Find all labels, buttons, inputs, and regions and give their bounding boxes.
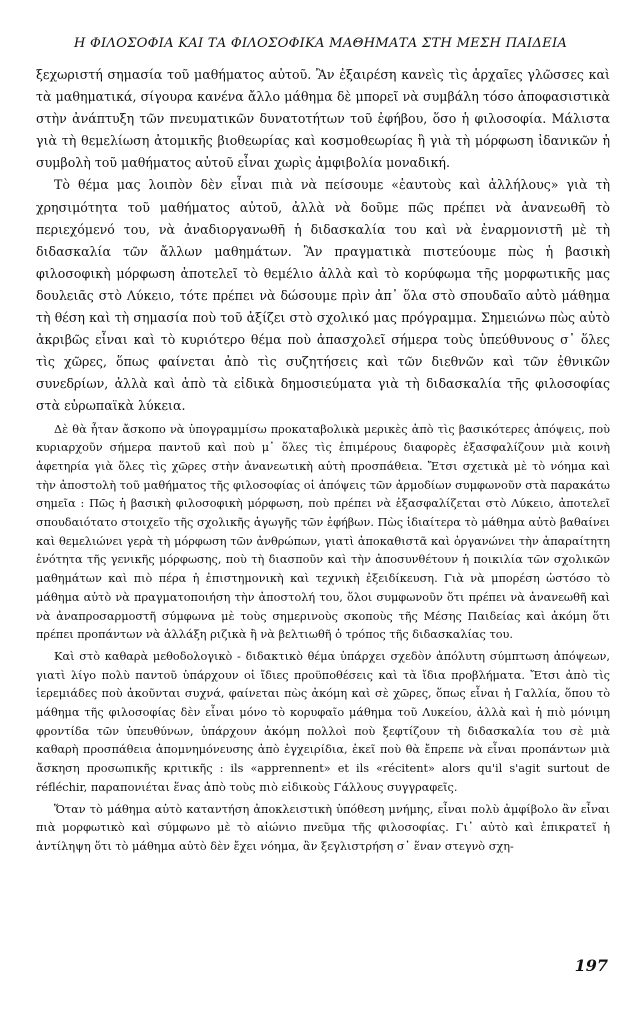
- running-head: Η ΦΙΛΟΣΟΦΙΑ ΚΑΙ ΤΑ ΦΙΛΟΣΟΦΙΚΑ ΜΑΘΗΜΑΤΑ ΣΤΗ ΜΕΣΗ ΠΑΙΔΕΙΑ: [73, 36, 568, 51]
- paragraph-continuation: ξεχωριστή σημασία τοῦ μαθήματος αὐτοῦ. Ἂν ἐξαιρέση κανεὶς τὶς ἀρχαῖες γλῶσσες καὶ τὰ μαθηματικά, σίγουρα κανένα ἄλλο μάθημα δὲ μπορεῖ νὰ συμβάλη τόσο ἀποφασιστικὰ στὴν ἀνάπτυξη τῶν πνευματικῶν δυνατοτήτων τοῦ ἐφήβου, ὅσο ἡ φιλοσοφία. Μάλιστα γιὰ τὴ θεμελίωση ἀτομικῆς βιοθεωρίας καὶ κοσμοθεωρίας ἢ γιὰ τὴ μόρφωση ἰδανικῶν ἡ συμβολὴ τοῦ μαθήματος αὐτοῦ εἶναι χωρὶς ἀμφιβολία μοναδική.: [36, 67, 610, 171]
- body-text: [36, 64, 610, 857]
- paragraph-small: Καὶ στὸ καθαρὰ μεθοδολογικὸ - διδακτικὸ θέμα ὑπάρχει σχεδὸν ἀπόλυτη σύμπτωση ἀπόψεων, γιατὶ λίγο πολὺ παντοῦ ὑπάρχουν οἱ ἴδιες προϋποθέσεις καὶ τὰ ἴδια προβλήματα. Ἔτσι ἀπὸ τὶς ἱερεμιάδες ποὺ ἀκοῦνται συχνά, φαίνεται πὼς ἀκόμη καὶ σὲ χῶρες, ὅπως εἶναι ἡ Γαλλία, ὅπου τὸ μάθημα τῆς φιλοσοφίας δὲν εἶναι μόνο τὸ κορυφαῖο μάθημα τοῦ Λυκείου, ἀλλὰ καὶ ἡ πιὸ μόνιμη φροντίδα τῶν ὑπευθύνων, ὑπάρχουν ἀκόμη πολλοὶ ποὺ ξεφτίζουν τὴ διδασκαλία του σὲ μιὰ καθαρὴ προσπάθεια ἀπομνημόνευσης ἀπὸ ἐγχειρίδια, ἐκεῖ ποὺ θὰ ἔπρεπε νὰ εἶναι προπάντων μιὰ ἄσκηση προσωπικῆς κριτικῆς : ils «apprennent» et ils «récitent» alors qu'il s'agit surtout de réfléchir, παραπονιέται ἕνας ἀπὸ τοὺς πιὸ εἰδικοὺς Γάλλους συγγραφεῖς.: [36, 649, 610, 794]
- paragraph-small: Ὅταν τὸ μάθημα αὐτὸ καταντήση ἀποκλειστικὴ ὑπόθεση μνήμης, εἶναι πολὺ ἀμφίβολο ἂν εἶναι πιὰ μορφωτικὸ καὶ σύμφωνο μὲ τὸ αἰώνιο πνεῦμα τῆς φιλοσοφίας. Γι᾿ αὐτὸ καὶ ἐπικρατεῖ ἡ ἀντίληψη ὅτι τὸ μάθημα αὐτὸ δὲν ἔχει νόημα, ἂν ξεγλιστρήση σ᾿ ἕναν στεγνὸ σχη-: [36, 802, 610, 853]
- paragraph: Τὸ θέμα μας λοιπὸν δὲν εἶναι πιὰ νὰ πείσουμε «ἑαυτοὺς καὶ ἀλλήλους» γιὰ τὴ χρησιμότητα τοῦ μαθήματος αὐτοῦ, ἀλλὰ νὰ δοῦμε πῶς πρέπει νὰ ἀνανεωθῆ τὸ περιεχόμενό του, νὰ ἀναδιοργανωθῆ ἡ διδασκαλία του καὶ νὰ ἐναρμονιστῆ μὲ τὴ διδασκαλία τῶν ἄλλων μαθημάτων. Ἂν πραγματικὰ πιστεύουμε πὼς ἡ βασικὴ φιλοσοφικὴ μόρφωση ἀποτελεῖ τὸ θεμέλιο ἀλλὰ καὶ τὸ κορύφωμα τῆς μορφωτικῆς μας δουλειᾶς στὸ Λύκειο, τότε πρέπει νὰ δώσουμε πρὶν ἀπ᾿ ὅλα στὸ σπουδαῖο αὐτὸ μάθημα τὴ θέση καὶ τὴ σημασία ποὺ τοῦ ἀξίζει στὸ σχολικό μας πρόγραμμα. Σημειώνω πὼς αὐτὸ ἀκριβῶς εἶναι καὶ τὸ κυριότερο θέμα ποὺ ἀπασχολεῖ σήμερα τοὺς ὑπεύθυνους σ᾿ ὅλες τὶς χῶρες, ὅπως φαίνεται ἀπὸ τὶς συζητήσεις καὶ τῶν διεθνῶν καὶ τῶν ἐθνικῶν συνεδρίων, ἀλλὰ καὶ ἀπὸ τὰ εἰδικὰ δημοσιεύματα γιὰ τὴ διδασκαλία τῆς φιλοσοφίας στὰ εὐρωπαϊκὰ λύκεια.: [36, 177, 610, 414]
- paragraph-small: Δὲ θὰ ἦταν ἄσκοπο νὰ ὑπογραμμίσω προκαταβολικὰ μερικὲς ἀπὸ τὶς βασικότερες ἀπόψεις, ποὺ κυριαρχοῦν σήμερα παντοῦ καὶ ποὺ μ᾿ ὅλες τὶς ἐπιμέρους διαφορὲς ἐξασφαλίζουν μιὰ κοινὴ ἀφετηρία γιὰ ὅλες τὶς χῶρες στὴν ἀνανεωτικὴ αὐτὴ προσπάθεια. Ἔτσι σχετικὰ μὲ τὸ νόημα καὶ τὴν ἀποστολὴ τοῦ μαθήματος τῆς φιλοσοφίας οἱ ἀπόψεις τῶν ἁρμοδίων συμφωνοῦν στὰ παρακάτω σημεῖα : Πῶς ἡ βασικὴ φιλοσοφικὴ μόρφωση, ποὺ πρέπει νὰ ἐξασφαλίζεται στὸ Λύκειο, ἀποτελεῖ σπουδαιότατο στοιχεῖο τῆς σχολικῆς ἀγωγῆς τῶν ἐφήβων. Πὼς ἰδιαίτερα τὸ μάθημα αὐτὸ βαθαίνει καὶ θεμελιώνει γερὰ τὴ μόρφωση τῶν ἀνθρώπων, γιατὶ ἀποκαθιστᾶ καὶ ὀργανώνει τὴν ἀπαραίτητη ἑνότητα τῆς γενικῆς μόρφωσης, ποὺ τὴ διασποῦν καὶ τὴν ἀποσυνθέτουν ἡ ποικιλία τῶν σχολικῶν μαθημάτων καὶ πιὸ πέρα ἡ ἐπιστημονικὴ καὶ τεχνικὴ ἐξειδίκευση. Γιὰ νὰ μπορέση ὡστόσο τὸ μάθημα αὐτὸ νὰ πραγματοποιήση τὴν ἀποστολή του, ὅλοι συμφωνοῦν ὅτι πρέπει νὰ ἀνανεωθῆ καὶ νὰ ἀναπροσαρμοστῆ σύμφωνα μὲ τοὺς σημερινοὺς σκοποὺς τῆς Μέσης Παιδείας καὶ ἀκόμη ὅτι πρέπει προπάντων νὰ ἀλλάξη ριζικὰ ἢ νὰ βελτιωθῆ ὁ τρόπος τῆς διδασκαλίας του.: [36, 422, 610, 642]
- page-number: 197: [574, 956, 608, 975]
